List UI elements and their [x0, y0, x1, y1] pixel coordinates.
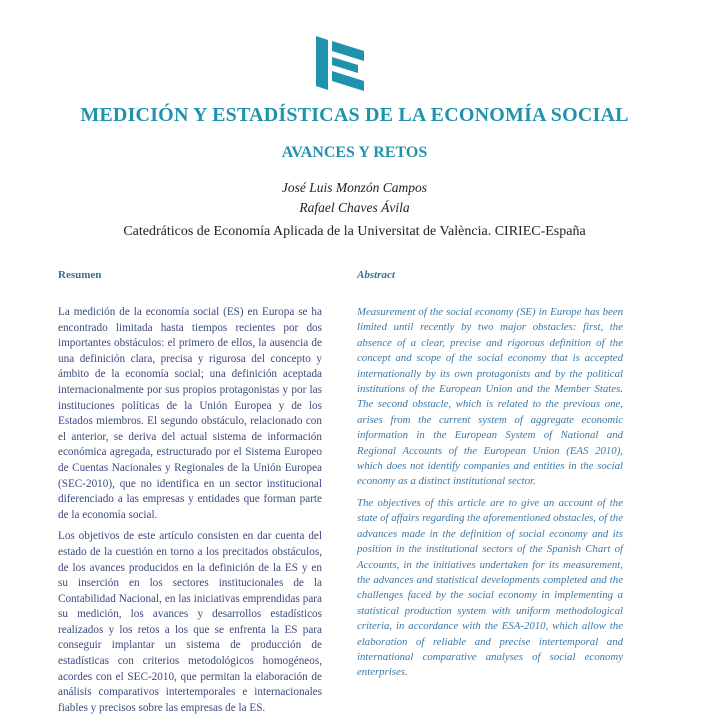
- abstract-paragraph: The objectives of this article are to give an account of the state of affairs regarding the aforementioned obstacles, of the advances made in the definition of social economy and its position in the institutional sectors of the Spanish Chart of Accounts, in the initiatives undertaken for its measurement, the advances and statistical developments completed and the challenges faced by the social economy in implementing a statistical production system with uniform methodological criteria, in accordance with the ESA-2010, which allow the elaboration of reliable and precise intertemporal and international comparative analyses of social economy enterprises.: [357, 496, 623, 679]
- resumen-paragraph: La medición de la economía social (ES) en Europa se ha encontrado limitada hasta tiempos recientes por dos importantes obstáculos: el primero de ellos, la ausencia de una definición clara, precisa y rigurosa del concepto y ámbito de la economía social; una definición aceptada internacionalmente por sus propios protagonistas y por las instituciones políticas de la Unión Europea y de los Estados miembros. El segundo obstáculo, relacionado con el anterior, se deriva del actual sistema de información económica agregada, estructurado por el Sistema Europeo de Cuentas Nacionales y Regionales de la Unión Europea (SEC-2010), que no identifica en un sector institucional diferenciado a las empresas y entidades que forman parte de la economía social.: [58, 306, 322, 521]
- author-name: Rafael Chaves Ávila: [299, 200, 410, 215]
- article-subtitle: AVANCES Y RETOS: [281, 144, 428, 161]
- abstract-column: [357, 305, 623, 687]
- journal-e-logo: [314, 32, 366, 92]
- abstract-heading: Abstract: [357, 269, 395, 281]
- abstract-paragraph: Measurement of the social economy (SE) in Europe has been limited until recently by two major obstacles: first, the absence of a clear, precise and rigorous definition of the concept and scope of the social economy that is accepted internationally by its own protagonists and by the political institutions of the European Union and the Member States. The second obstacle, which is related to the previous one, arises from the current system of aggregate economic information in the European System of National and Regional Accounts of the European Union (EAS 2010), which does not identify companies and entities in the social economy as a distinct institutional sector.: [357, 306, 623, 488]
- article-title: MEDICIÓN Y ESTADÍSTICAS DE LA ECONOMÍA SOCIAL: [80, 104, 629, 126]
- resumen-heading: Resumen: [58, 269, 102, 281]
- resumen-column: [58, 305, 322, 722]
- author-name: José Luis Monzón Campos: [281, 180, 428, 195]
- author-affiliation: Catedráticos de Economía Aplicada de la Universitat de València. CIRIEC-España: [123, 224, 586, 239]
- resumen-paragraph: Los objetivos de este artículo consisten en dar cuenta del estado de la cuestión en torno a los precitados obstáculos, de los avances producidos en la definición de la ES y en su inserción en los sectores institucionales de la Contabilidad Nacional, en las iniciativas emprendidas para su medición, los avances y desarrollos estadísticos realizados y los retos a los que se enfrenta la ES para conseguir implantar un sistema de producción de estadísticas con criterios metodológicos homogéneos, acordes con el SEC-2010, que permitan la elaboración de análisis comparativos intertemporales e internacionales fiables y precisos sobre las empresas de la ES.: [58, 530, 322, 714]
